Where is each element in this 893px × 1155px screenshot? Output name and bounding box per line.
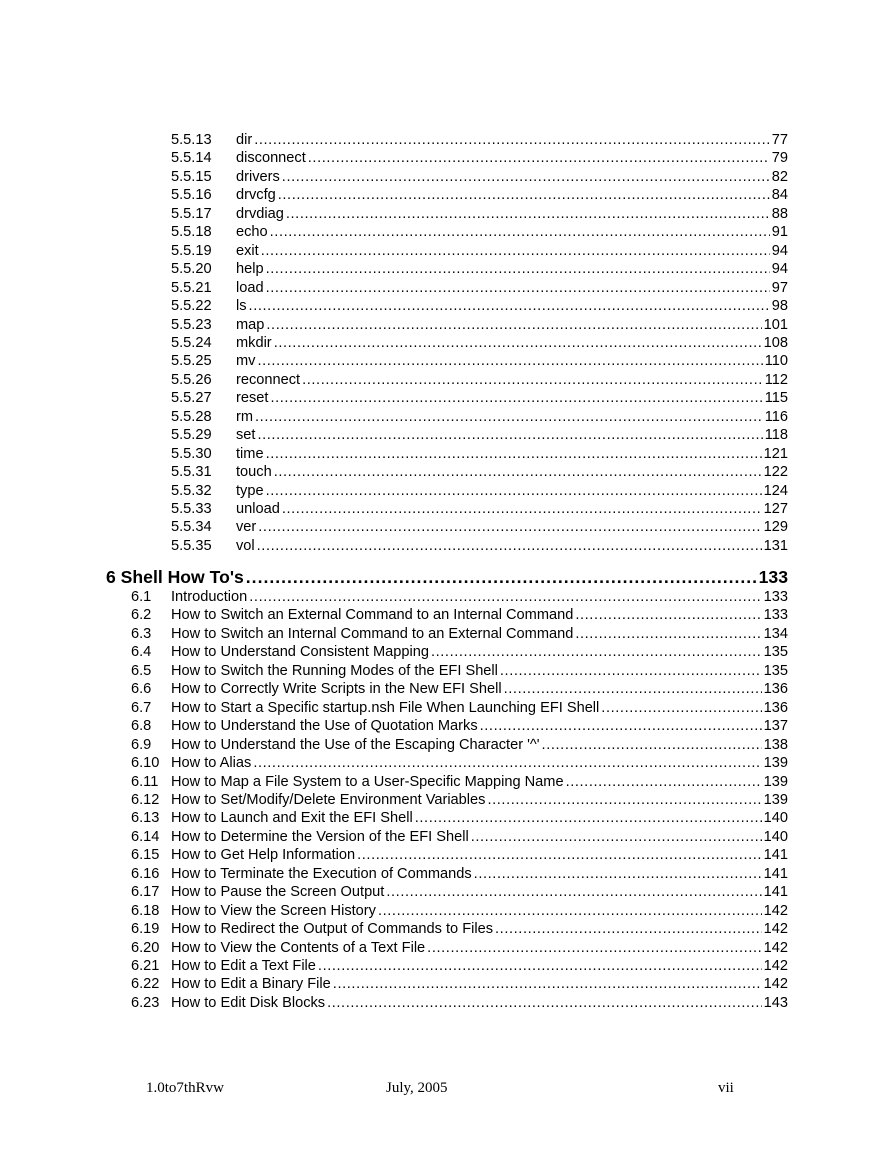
dot-leader <box>575 606 761 624</box>
subsection-number: 5.5.19 <box>171 242 212 259</box>
section-page: 139 <box>763 773 788 790</box>
subsection-page: 97 <box>771 279 788 296</box>
section-title: How to Understand Consistent Mapping <box>171 644 429 661</box>
section-page: 134 <box>763 625 788 642</box>
subsection-title: set <box>236 427 256 444</box>
section-title: How to View the Screen History <box>171 902 376 919</box>
subsection-title: load <box>236 279 264 296</box>
section-entry[interactable] <box>131 994 788 1012</box>
section-entry[interactable] <box>131 975 788 993</box>
section-title: How to View the Contents of a Text File <box>171 939 426 956</box>
subsection-title: rm <box>236 408 254 425</box>
subsection-title: dir <box>236 132 253 148</box>
section-number: 6.15 <box>131 847 160 864</box>
subsection-number: 5.5.24 <box>171 334 212 351</box>
section-title: How to Edit a Binary File <box>171 976 331 993</box>
dot-leader <box>255 408 763 426</box>
section-entry[interactable] <box>131 699 788 717</box>
subsection-title: touch <box>236 464 272 481</box>
subsection-entry[interactable] <box>171 242 788 260</box>
subsection-entry[interactable] <box>171 371 788 389</box>
dot-leader <box>282 168 770 186</box>
subsection-title: reconnect <box>236 371 301 388</box>
section-number: 6.10 <box>131 755 160 772</box>
dot-leader <box>302 371 763 389</box>
section-number: 6.5 <box>131 662 152 679</box>
subsection-title: drvcfg <box>236 187 276 204</box>
subsection-entry[interactable] <box>171 316 788 334</box>
subsection-number: 5.5.22 <box>171 298 212 315</box>
section-entry[interactable] <box>131 606 788 624</box>
subsection-number: 5.5.30 <box>171 445 212 462</box>
dot-leader <box>474 865 762 883</box>
subsection-page: 118 <box>764 427 788 444</box>
section-page: 142 <box>763 921 788 938</box>
section-page: 141 <box>763 865 788 882</box>
dot-leader <box>542 736 762 754</box>
subsection-page: 112 <box>764 371 788 388</box>
dot-leader <box>471 828 762 846</box>
subsection-number: 5.5.25 <box>171 353 212 370</box>
subsection-entry[interactable] <box>171 389 788 407</box>
section-number: 6.14 <box>131 828 160 845</box>
section-entry[interactable] <box>131 791 788 809</box>
section-page: 142 <box>763 976 788 993</box>
footer-date: July, 2005 <box>386 1080 448 1096</box>
subsection-page: 108 <box>763 334 788 351</box>
dot-leader <box>378 902 762 920</box>
subsection-entry[interactable] <box>171 445 788 463</box>
subsection-title: disconnect <box>236 150 306 167</box>
subsection-title: help <box>236 261 264 278</box>
section-page: 142 <box>763 902 788 919</box>
section-entry[interactable] <box>131 662 788 680</box>
section-number: 6.11 <box>131 773 159 790</box>
section-entry[interactable] <box>131 865 788 883</box>
subsection-entry[interactable] <box>171 334 788 352</box>
section-number: 6.21 <box>131 958 160 974</box>
subsection-page: 116 <box>764 408 788 425</box>
dot-leader <box>480 717 762 735</box>
section-number: 6.20 <box>131 939 160 956</box>
section-title: How to Map a File System to a User-Specific Mapping Name <box>171 773 564 790</box>
section-title: How to Start a Specific startup.nsh File When Launching EFI Shell <box>171 699 600 716</box>
subsection-title: exit <box>236 242 259 259</box>
subsection-title: unload <box>236 501 280 517</box>
section-entry[interactable] <box>131 957 788 975</box>
subsection-number: 5.5.13 <box>171 132 212 148</box>
section-number: 6.4 <box>131 644 152 661</box>
dot-leader <box>246 566 757 588</box>
section-number: 6.8 <box>131 718 152 735</box>
section-number: 6.13 <box>131 810 160 827</box>
dot-leader <box>487 791 761 809</box>
section-page: 138 <box>763 736 788 753</box>
section-page: 139 <box>763 791 788 808</box>
subsection-entry[interactable] <box>171 205 788 223</box>
dot-leader <box>575 625 761 643</box>
subsection-title: time <box>236 445 264 462</box>
footer-page-number: vii <box>718 1080 734 1096</box>
dot-leader <box>253 754 761 772</box>
section-page: 135 <box>763 662 788 679</box>
section-entry[interactable] <box>131 754 788 772</box>
section-page: 136 <box>763 699 788 716</box>
section-number: 6.22 <box>131 976 160 993</box>
dot-leader <box>266 445 762 463</box>
section-title: How to Switch the Running Modes of the EFI Shell <box>171 662 498 679</box>
chapter-title: 6 Shell How To's <box>106 567 244 587</box>
dot-leader <box>282 500 762 518</box>
section-entry[interactable] <box>131 680 788 698</box>
subsection-title: type <box>236 482 264 499</box>
subsection-number: 5.5.16 <box>171 187 212 204</box>
dot-leader <box>286 205 770 223</box>
dot-leader <box>386 883 761 901</box>
subsection-entry[interactable] <box>171 537 788 555</box>
section-entry[interactable] <box>131 883 788 901</box>
section-title: How to Switch an External Command to an Internal Command <box>171 607 574 624</box>
dot-leader <box>327 994 762 1012</box>
dot-leader <box>266 316 761 334</box>
section-entry[interactable] <box>131 643 788 661</box>
dot-leader <box>257 537 762 555</box>
subsection-title: drivers <box>236 168 280 185</box>
subsection-number: 5.5.26 <box>171 371 212 388</box>
subsection-number: 5.5.27 <box>171 390 212 407</box>
section-page: 135 <box>763 644 788 661</box>
subsection-number: 5.5.28 <box>171 408 212 425</box>
subsection-number: 5.5.20 <box>171 261 212 278</box>
subsection-title: drvdiag <box>236 205 284 222</box>
dot-leader <box>318 957 762 975</box>
subsection-title: map <box>236 316 265 333</box>
section-entry[interactable] <box>131 846 788 864</box>
subsection-number: 5.5.34 <box>171 519 212 536</box>
subsection-page: 82 <box>771 168 788 185</box>
dot-leader <box>266 279 770 297</box>
section-number: 6.9 <box>131 736 152 753</box>
subsection-entry[interactable] <box>171 186 788 204</box>
subsection-page: 91 <box>771 224 788 241</box>
subsection-title: reset <box>236 390 269 407</box>
subsection-entry[interactable] <box>171 463 788 481</box>
chapter-entry[interactable] <box>106 566 788 588</box>
dot-leader <box>274 334 762 352</box>
subsection-number: 5.5.32 <box>171 482 212 499</box>
subsection-title: mkdir <box>236 334 272 351</box>
subsection-entry[interactable] <box>171 168 788 186</box>
section-entry[interactable] <box>131 902 788 920</box>
section-page: 141 <box>763 884 788 901</box>
section-title: How to Understand the Use of the Escaping Character '^' <box>171 736 540 753</box>
dot-leader <box>308 149 770 167</box>
subsection-number: 5.5.31 <box>171 464 212 481</box>
section-page: 143 <box>763 994 788 1011</box>
subsection-page: 121 <box>763 445 788 462</box>
section-page: 133 <box>763 589 788 605</box>
subsection-number: 5.5.14 <box>171 150 212 167</box>
section-number: 6.17 <box>131 884 160 901</box>
subsection-number: 5.5.18 <box>171 224 212 241</box>
subsection-page: 124 <box>763 482 788 499</box>
subsection-entry[interactable] <box>171 482 788 500</box>
section-number: 6.7 <box>131 699 152 716</box>
subsection-page: 98 <box>771 298 788 315</box>
section-entry[interactable] <box>131 773 788 791</box>
subsection-page: 101 <box>763 316 788 333</box>
subsection-page: 94 <box>771 242 788 259</box>
subsection-number: 5.5.35 <box>171 537 212 554</box>
section-title: How to Correctly Write Scripts in the New EFI Shell <box>171 681 502 698</box>
section-number: 6.12 <box>131 791 160 808</box>
section-page: 141 <box>763 847 788 864</box>
section-title: How to Determine the Version of the EFI Shell <box>171 828 469 845</box>
subsection-page: 129 <box>763 519 788 536</box>
section-number: 6.2 <box>131 607 152 624</box>
chapter-page: 133 <box>758 567 788 587</box>
dot-leader <box>601 699 761 717</box>
subsection-page: 77 <box>771 132 788 148</box>
section-title: How to Understand the Use of Quotation Marks <box>171 718 478 735</box>
section-title: How to Switch an Internal Command to an External Command <box>171 625 574 642</box>
dot-leader <box>274 463 762 481</box>
dot-leader <box>270 389 762 407</box>
section-title: Introduction <box>171 589 248 605</box>
section-title: How to Pause the Screen Output <box>171 884 385 901</box>
section-entry[interactable] <box>131 625 788 643</box>
subsection-entry[interactable] <box>171 131 788 149</box>
section-entry[interactable] <box>131 809 788 827</box>
section-entry[interactable] <box>131 588 788 606</box>
section-title: How to Redirect the Output of Commands to Files <box>171 921 494 938</box>
footer-doc-version: 1.0to7thRvw <box>146 1080 224 1096</box>
dot-leader <box>566 773 762 791</box>
subsection-title: mv <box>236 353 256 370</box>
section-title: How to Edit a Text File <box>171 958 316 974</box>
subsection-entry[interactable] <box>171 279 788 297</box>
dot-leader <box>257 426 762 444</box>
subsection-entry[interactable] <box>171 297 788 315</box>
section-page: 137 <box>763 718 788 735</box>
subsection-title: ls <box>236 298 247 315</box>
section-page: 142 <box>763 958 788 974</box>
subsection-title: echo <box>236 224 268 241</box>
section-entry[interactable] <box>131 717 788 735</box>
dot-leader <box>333 975 762 993</box>
dot-leader <box>495 920 762 938</box>
dot-leader <box>357 846 762 864</box>
subsection-page: 131 <box>763 537 788 554</box>
subsection-number: 5.5.33 <box>171 501 212 517</box>
dot-leader <box>249 297 770 315</box>
dot-leader <box>427 939 761 957</box>
subsection-entry[interactable] <box>171 518 788 536</box>
section-number: 6.19 <box>131 921 160 938</box>
section-title: How to Terminate the Execution of Commands <box>171 865 472 882</box>
dot-leader <box>500 662 762 680</box>
dot-leader <box>415 809 762 827</box>
subsection-page: 88 <box>771 205 788 222</box>
subsection-title: ver <box>236 519 257 536</box>
section-entry[interactable] <box>131 736 788 754</box>
subsection-entry[interactable] <box>171 408 788 426</box>
section-number: 6.1 <box>131 589 152 605</box>
section-page: 142 <box>763 939 788 956</box>
subsection-title: vol <box>236 537 255 554</box>
section-title: How to Edit Disk Blocks <box>171 994 326 1011</box>
section-number: 6.6 <box>131 681 152 698</box>
section-number: 6.23 <box>131 994 160 1011</box>
subsection-page: 94 <box>771 261 788 278</box>
section-page: 139 <box>763 755 788 772</box>
subsection-page: 110 <box>764 353 788 370</box>
dot-leader <box>258 518 761 536</box>
section-page: 140 <box>763 810 788 827</box>
subsection-entry[interactable] <box>171 149 788 167</box>
section-title: How to Get Help Information <box>171 847 356 864</box>
section-entry[interactable] <box>131 828 788 846</box>
subsection-entry[interactable] <box>171 260 788 278</box>
section-entry[interactable] <box>131 939 788 957</box>
subsection-page: 84 <box>771 187 788 204</box>
dot-leader <box>249 588 761 606</box>
dot-leader <box>431 643 762 661</box>
section-title: How to Set/Modify/Delete Environment Variables <box>171 791 486 808</box>
section-page: 136 <box>763 681 788 698</box>
subsection-number: 5.5.23 <box>171 316 212 333</box>
subsection-number: 5.5.21 <box>171 279 212 296</box>
subsection-number: 5.5.15 <box>171 168 212 185</box>
section-title: How to Launch and Exit the EFI Shell <box>171 810 413 827</box>
section-page: 140 <box>763 828 788 845</box>
section-number: 6.3 <box>131 625 152 642</box>
subsection-page: 115 <box>764 390 788 407</box>
dot-leader <box>257 352 762 370</box>
subsection-number: 5.5.17 <box>171 205 212 222</box>
subsection-page: 122 <box>763 464 788 481</box>
section-number: 6.16 <box>131 865 160 882</box>
section-entry[interactable] <box>131 920 788 938</box>
subsection-entry[interactable] <box>171 223 788 241</box>
subsection-entry[interactable] <box>171 352 788 370</box>
section-title: How to Alias <box>171 755 252 772</box>
subsection-entry[interactable] <box>171 500 788 518</box>
dot-leader <box>261 242 770 260</box>
dot-leader <box>278 186 770 204</box>
dot-leader <box>266 260 770 278</box>
subsection-page: 127 <box>763 501 788 517</box>
section-number: 6.18 <box>131 902 160 919</box>
dot-leader <box>254 131 770 149</box>
dot-leader <box>504 680 762 698</box>
subsection-entry[interactable] <box>171 426 788 444</box>
dot-leader <box>270 223 770 241</box>
section-page: 133 <box>763 607 788 624</box>
subsection-number: 5.5.29 <box>171 427 212 444</box>
subsection-page: 79 <box>771 150 788 167</box>
dot-leader <box>266 482 762 500</box>
